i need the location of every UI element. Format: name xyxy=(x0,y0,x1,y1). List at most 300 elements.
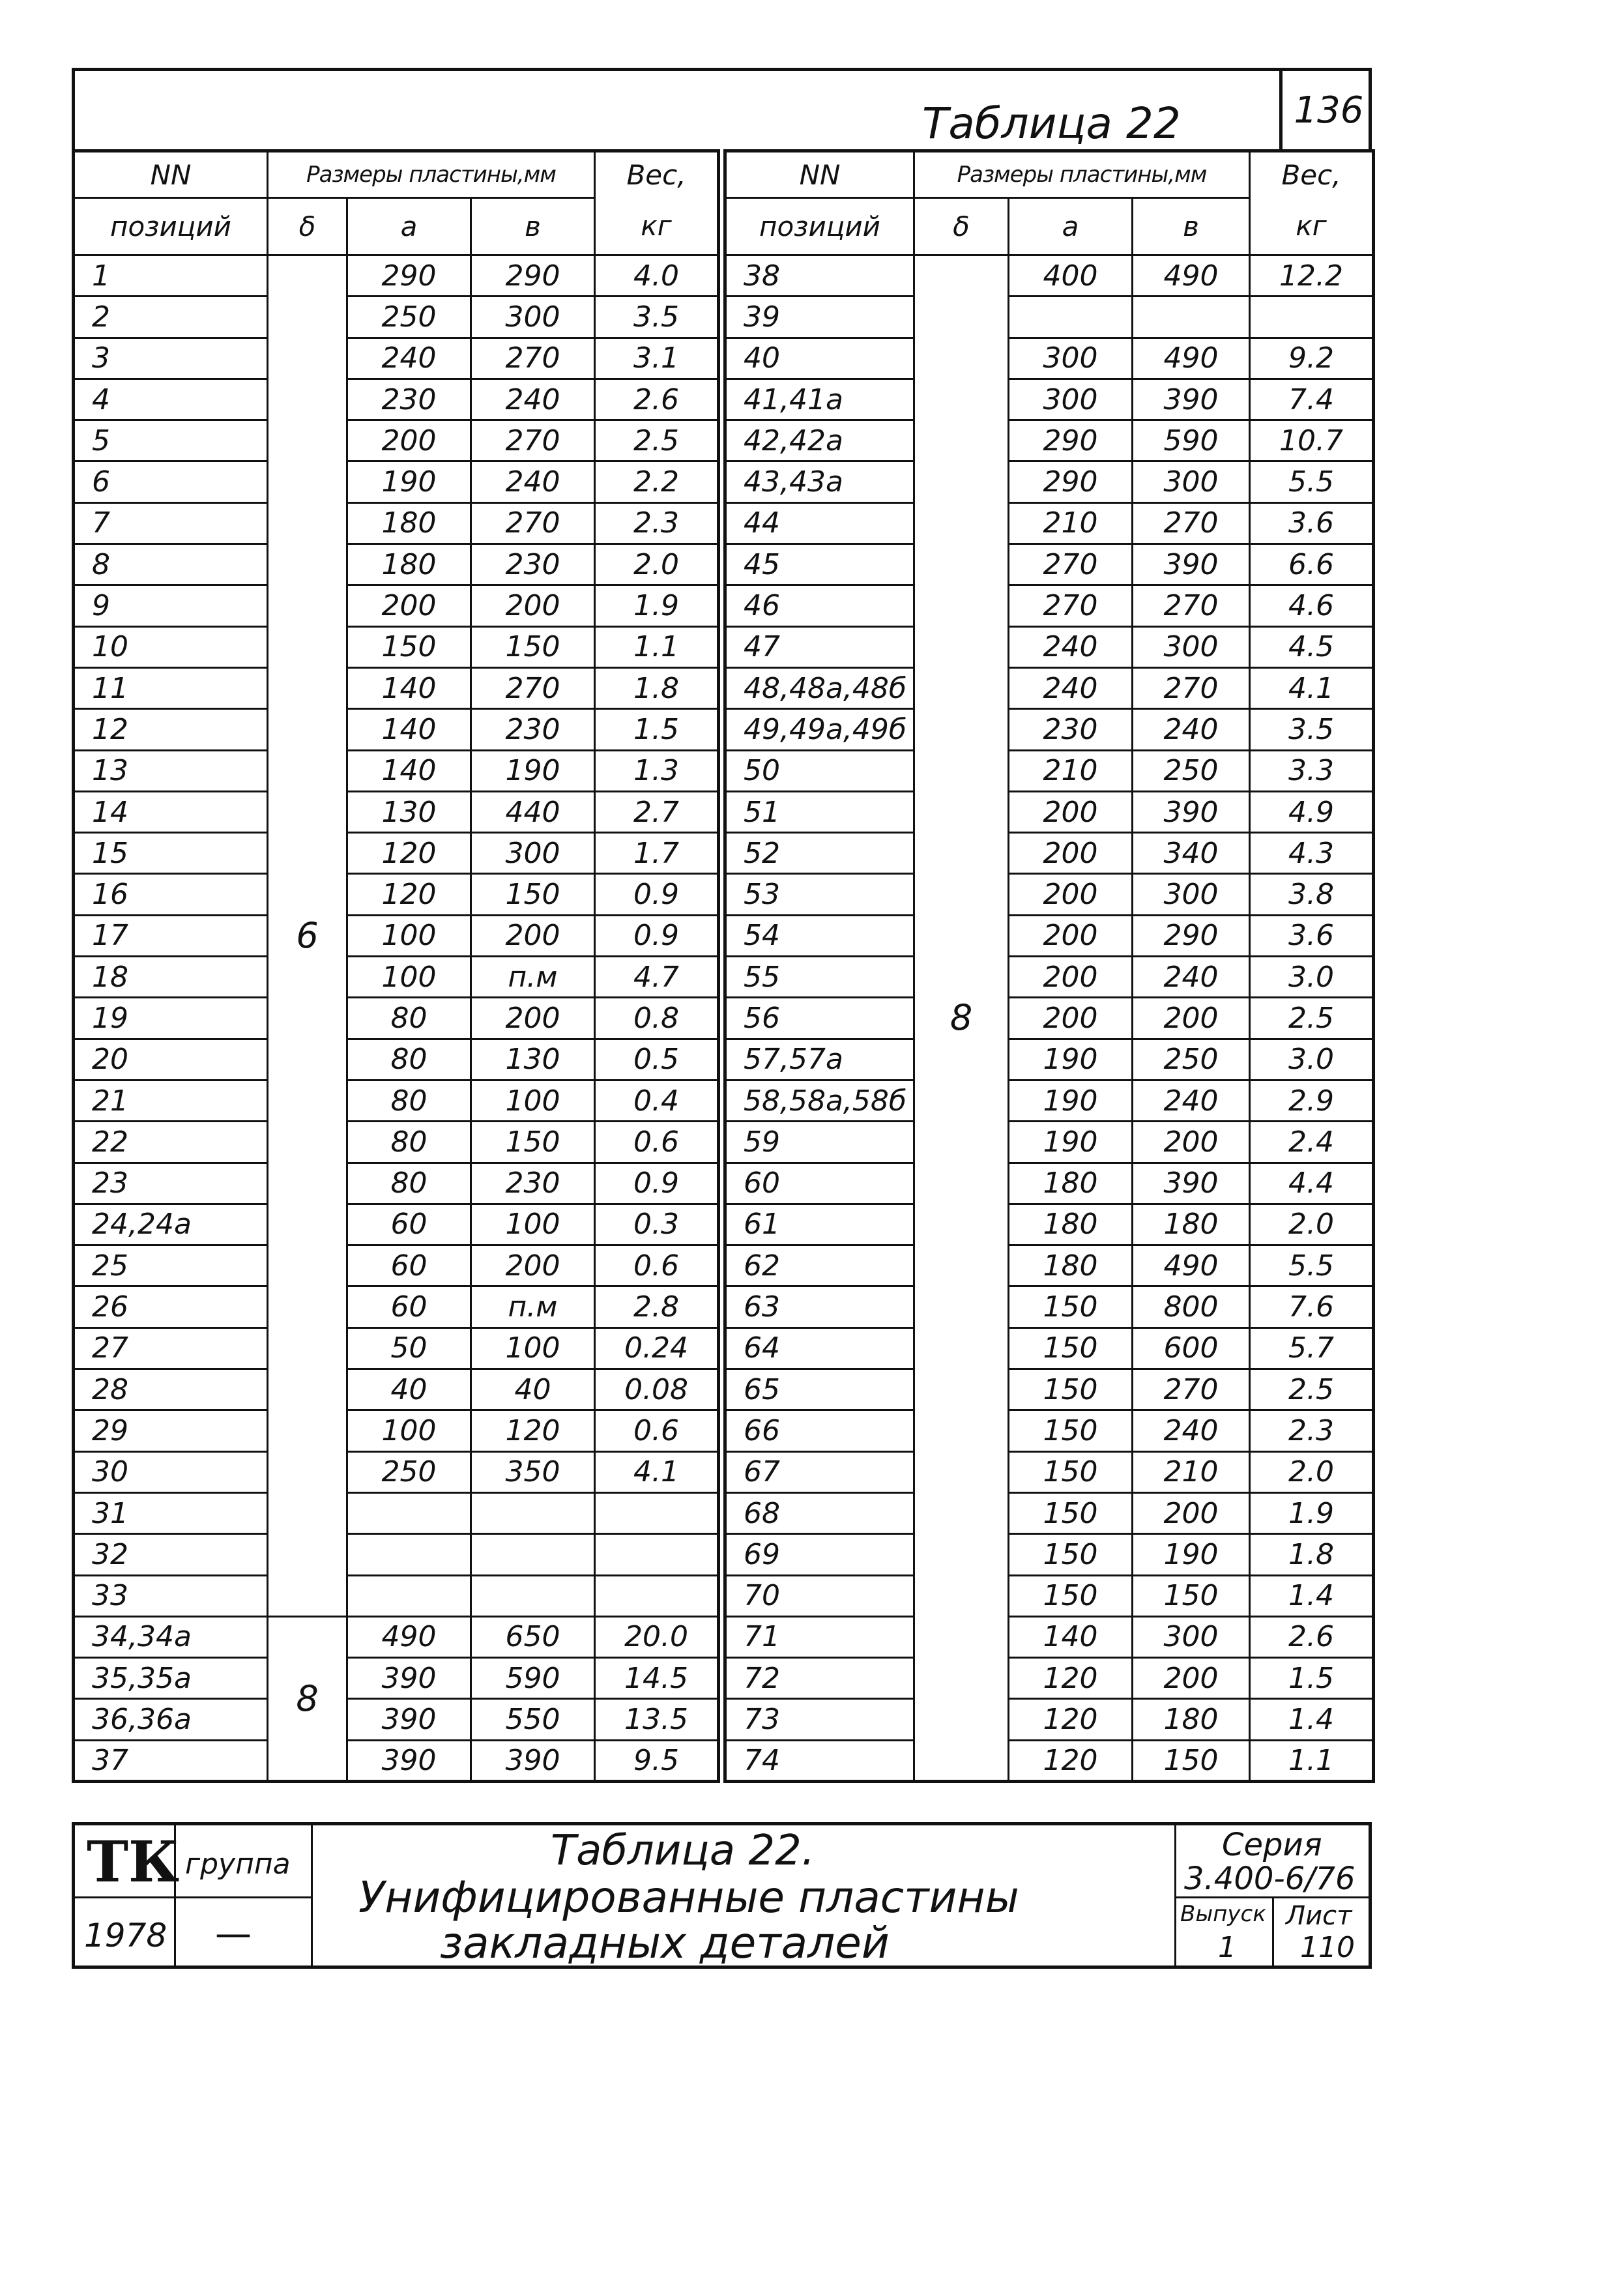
size-b-cell: 390 xyxy=(1133,1163,1250,1204)
issue-value: 1 xyxy=(1218,1931,1236,1964)
size-b-cell: 200 xyxy=(471,915,595,956)
size-b-cell: 650 xyxy=(471,1616,595,1657)
table-right-body xyxy=(725,255,1374,1782)
weight-cell: 2.7 xyxy=(595,791,719,832)
position-cell: 26 xyxy=(74,1286,268,1327)
weight-cell: 0.9 xyxy=(595,1163,719,1204)
size-b-cell: 490 xyxy=(1133,1245,1250,1286)
table-row xyxy=(74,1080,719,1121)
table-row xyxy=(725,338,1374,379)
thickness-cell: 6 xyxy=(268,255,347,1617)
table-row xyxy=(725,626,1374,667)
size-a-cell: 240 xyxy=(347,338,471,379)
size-b-cell: 270 xyxy=(1133,585,1250,626)
weight-header-line2: кг xyxy=(595,198,719,255)
size-b-cell: 190 xyxy=(1133,1534,1250,1575)
weight-cell: 1.5 xyxy=(595,709,719,750)
size-b-cell: 180 xyxy=(1133,1204,1250,1245)
weight-cell: 0.4 xyxy=(595,1080,719,1121)
title-bar xyxy=(72,68,1372,149)
position-cell: 50 xyxy=(725,750,914,791)
size-a-cell: 270 xyxy=(1009,544,1133,585)
document-sheet xyxy=(72,68,1372,1969)
position-cell: 14 xyxy=(74,791,268,832)
table-row xyxy=(74,1699,719,1740)
table-row xyxy=(725,1451,1374,1492)
weight-cell: 4.3 xyxy=(1250,833,1374,874)
size-a-cell: 190 xyxy=(1009,1039,1133,1080)
size-b-cell: 230 xyxy=(471,709,595,750)
position-cell: 64 xyxy=(725,1327,914,1369)
position-cell: 70 xyxy=(725,1575,914,1616)
weight-cell: 0.6 xyxy=(595,1410,719,1451)
table-row xyxy=(725,1039,1374,1080)
table-row xyxy=(74,833,719,874)
table-row xyxy=(74,1492,719,1533)
weight-cell xyxy=(1250,297,1374,338)
position-cell: 4 xyxy=(74,379,268,420)
size-a-cell: 190 xyxy=(347,461,471,502)
table-row xyxy=(725,379,1374,420)
position-cell: 11 xyxy=(74,667,268,708)
size-a-cell: 200 xyxy=(1009,998,1133,1039)
series-cell xyxy=(1176,1825,1372,1898)
table-row xyxy=(725,998,1374,1039)
document-title-line3: закладных деталей xyxy=(440,1918,890,1968)
position-cell: 30 xyxy=(74,1451,268,1492)
weight-cell: 3.0 xyxy=(1250,957,1374,998)
table-row xyxy=(74,1122,719,1163)
pos-header-line1: NN xyxy=(725,151,914,198)
weight-cell: 2.8 xyxy=(595,1286,719,1327)
table-row xyxy=(725,791,1374,832)
size-b-cell: 150 xyxy=(471,626,595,667)
size-a-cell: 100 xyxy=(347,957,471,998)
size-b-cell: 230 xyxy=(471,1163,595,1204)
title-block xyxy=(72,1822,1372,1969)
position-cell: 40 xyxy=(725,338,914,379)
size-a-cell: 150 xyxy=(1009,1369,1133,1410)
position-cell: 71 xyxy=(725,1616,914,1657)
weight-cell: 2.6 xyxy=(1250,1616,1374,1657)
weight-cell: 3.1 xyxy=(595,338,719,379)
size-a-cell: 150 xyxy=(1009,1327,1133,1369)
position-cell: 32 xyxy=(74,1534,268,1575)
weight-header-line1: Вес, xyxy=(1250,151,1374,198)
position-cell: 38 xyxy=(725,255,914,297)
table-row xyxy=(74,338,719,379)
size-b-cell: 300 xyxy=(1133,874,1250,915)
position-cell: 8 xyxy=(74,544,268,585)
size-b-cell: 290 xyxy=(1133,915,1250,956)
size-a-cell: 150 xyxy=(1009,1492,1133,1533)
size-a-cell: 200 xyxy=(1009,833,1133,874)
table-row xyxy=(725,915,1374,956)
size-b-cell: 200 xyxy=(471,1245,595,1286)
position-cell: 55 xyxy=(725,957,914,998)
document-title-line1: Таблица 22. xyxy=(551,1827,815,1875)
size-a-cell: 200 xyxy=(1009,874,1133,915)
position-cell: 67 xyxy=(725,1451,914,1492)
weight-cell: 9.2 xyxy=(1250,338,1374,379)
table-row xyxy=(74,957,719,998)
table-row xyxy=(74,1163,719,1204)
position-cell: 45 xyxy=(725,544,914,585)
position-cell: 61 xyxy=(725,1204,914,1245)
table-row xyxy=(74,379,719,420)
size-a-cell: 100 xyxy=(347,1410,471,1451)
size-b-cell: 270 xyxy=(471,338,595,379)
table-row xyxy=(74,1740,719,1781)
position-cell: 52 xyxy=(725,833,914,874)
table-row xyxy=(725,833,1374,874)
weight-cell: 1.4 xyxy=(1250,1575,1374,1616)
size-a-cell: 390 xyxy=(347,1699,471,1740)
position-cell: 2 xyxy=(74,297,268,338)
position-cell: 16 xyxy=(74,874,268,915)
size-b-cell: 550 xyxy=(471,1699,595,1740)
size-a-cell: 390 xyxy=(347,1740,471,1781)
table-left-body xyxy=(74,255,719,1782)
table-row xyxy=(74,420,719,461)
size-a-cell: 180 xyxy=(347,502,471,544)
size-b-cell: 150 xyxy=(1133,1740,1250,1781)
table-row xyxy=(725,585,1374,626)
size-b-cell xyxy=(471,1492,595,1533)
weight-cell: 4.4 xyxy=(1250,1163,1374,1204)
size-a-cell: 150 xyxy=(1009,1286,1133,1327)
size-b-cell: 150 xyxy=(471,874,595,915)
weight-cell: 2.0 xyxy=(1250,1451,1374,1492)
weight-header-line1: Вес, xyxy=(595,151,719,198)
size-b-cell: 100 xyxy=(471,1327,595,1369)
size-b-cell: 300 xyxy=(471,833,595,874)
weight-cell: 0.3 xyxy=(595,1204,719,1245)
table-row xyxy=(725,1122,1374,1163)
size-b-cell: 240 xyxy=(1133,1410,1250,1451)
position-cell: 63 xyxy=(725,1286,914,1327)
position-cell: 65 xyxy=(725,1369,914,1410)
size-b-cell: 240 xyxy=(1133,957,1250,998)
thickness-cell: 8 xyxy=(268,1616,347,1781)
size-a-cell: 180 xyxy=(1009,1163,1133,1204)
table-row xyxy=(725,420,1374,461)
position-cell: 47 xyxy=(725,626,914,667)
weight-cell: 4.0 xyxy=(595,255,719,297)
b-header: в xyxy=(471,198,595,255)
position-cell: 73 xyxy=(725,1699,914,1740)
size-header: Размеры пластины,мм xyxy=(914,151,1250,198)
table-row xyxy=(725,1740,1374,1781)
table-row xyxy=(74,1245,719,1286)
size-b-cell: 600 xyxy=(1133,1327,1250,1369)
size-a-cell: 60 xyxy=(347,1245,471,1286)
year-cell xyxy=(75,1898,176,1969)
position-cell: 20 xyxy=(74,1039,268,1080)
size-b-cell: 300 xyxy=(1133,626,1250,667)
table-row xyxy=(74,544,719,585)
size-a-cell: 120 xyxy=(1009,1699,1133,1740)
size-header: Размеры пластины,мм xyxy=(268,151,595,198)
weight-cell: 3.5 xyxy=(1250,709,1374,750)
thickness-cell: 8 xyxy=(914,255,1009,1782)
size-b-cell: 270 xyxy=(471,502,595,544)
size-a-cell: 490 xyxy=(347,1616,471,1657)
size-a-cell: 240 xyxy=(1009,626,1133,667)
position-cell: 43,43а xyxy=(725,461,914,502)
size-a-cell: 120 xyxy=(1009,1658,1133,1699)
size-a-cell: 140 xyxy=(347,667,471,708)
size-b-cell: 200 xyxy=(1133,1658,1250,1699)
position-cell: 44 xyxy=(725,502,914,544)
size-a-cell: 200 xyxy=(1009,915,1133,956)
size-b-cell: 200 xyxy=(1133,998,1250,1039)
table-row xyxy=(74,1658,719,1699)
weight-cell: 1.1 xyxy=(1250,1740,1374,1781)
position-cell: 69 xyxy=(725,1534,914,1575)
table-row xyxy=(725,709,1374,750)
table-row xyxy=(725,1575,1374,1616)
position-cell: 57,57а xyxy=(725,1039,914,1080)
position-cell: 25 xyxy=(74,1245,268,1286)
weight-cell: 2.0 xyxy=(595,544,719,585)
table-row xyxy=(725,1369,1374,1410)
size-a-cell: 60 xyxy=(347,1286,471,1327)
table-row xyxy=(725,1327,1374,1369)
weight-cell: 4.1 xyxy=(595,1451,719,1492)
table-row xyxy=(74,915,719,956)
size-a-cell: 210 xyxy=(1009,502,1133,544)
weight-cell: 0.5 xyxy=(595,1039,719,1080)
position-cell: 36,36а xyxy=(74,1699,268,1740)
size-a-cell: 80 xyxy=(347,1080,471,1121)
weight-cell: 0.08 xyxy=(595,1369,719,1410)
size-b-cell: 250 xyxy=(1133,1039,1250,1080)
table-row xyxy=(74,667,719,708)
a-header: а xyxy=(1009,198,1133,255)
position-cell: 1 xyxy=(74,255,268,297)
position-cell: 3 xyxy=(74,338,268,379)
weight-cell: 1.9 xyxy=(1250,1492,1374,1533)
document-title-line2: Унифицированные пластины xyxy=(358,1872,1019,1922)
size-b-cell: 390 xyxy=(1133,379,1250,420)
size-b-cell: 390 xyxy=(471,1740,595,1781)
size-a-cell: 290 xyxy=(1009,461,1133,502)
table-row xyxy=(74,1286,719,1327)
table-row xyxy=(725,1699,1374,1740)
size-a-cell: 230 xyxy=(347,379,471,420)
size-b-cell: п.м xyxy=(471,1286,595,1327)
position-cell: 28 xyxy=(74,1369,268,1410)
size-a-cell: 150 xyxy=(1009,1410,1133,1451)
weight-cell: 2.5 xyxy=(595,420,719,461)
table-row xyxy=(74,461,719,502)
table-right xyxy=(723,149,1375,1783)
size-b-cell: 390 xyxy=(1133,544,1250,585)
size-a-cell: 400 xyxy=(1009,255,1133,297)
size-b-cell: 230 xyxy=(471,544,595,585)
position-cell: 6 xyxy=(74,461,268,502)
size-a-cell: 180 xyxy=(1009,1204,1133,1245)
position-cell: 59 xyxy=(725,1122,914,1163)
size-a-cell xyxy=(347,1492,471,1533)
position-cell: 17 xyxy=(74,915,268,956)
position-cell: 18 xyxy=(74,957,268,998)
table-row xyxy=(725,1163,1374,1204)
table-row xyxy=(74,874,719,915)
weight-cell: 1.8 xyxy=(1250,1534,1374,1575)
size-b-cell: 40 xyxy=(471,1369,595,1410)
weight-cell: 3.3 xyxy=(1250,750,1374,791)
table-row xyxy=(725,297,1374,338)
size-b-cell: 270 xyxy=(1133,1369,1250,1410)
size-a-cell: 390 xyxy=(347,1658,471,1699)
size-a-cell xyxy=(1009,297,1133,338)
table-row xyxy=(74,255,719,297)
size-a-cell: 50 xyxy=(347,1327,471,1369)
sheet-cell xyxy=(1274,1898,1372,1969)
position-cell: 24,24а xyxy=(74,1204,268,1245)
weight-cell: 14.5 xyxy=(595,1658,719,1699)
table-row xyxy=(725,1080,1374,1121)
table-row xyxy=(725,461,1374,502)
table-row xyxy=(725,667,1374,708)
size-b-cell xyxy=(471,1534,595,1575)
group-label-cell xyxy=(176,1825,313,1898)
table-row xyxy=(74,709,719,750)
position-cell: 49,49а,49б xyxy=(725,709,914,750)
table-row xyxy=(74,1410,719,1451)
weight-cell: 4.9 xyxy=(1250,791,1374,832)
position-cell: 48,48а,48б xyxy=(725,667,914,708)
size-b-cell: 270 xyxy=(471,420,595,461)
weight-cell: 2.5 xyxy=(1250,998,1374,1039)
weight-cell: 0.9 xyxy=(595,874,719,915)
table-row xyxy=(74,1327,719,1369)
weight-cell: 4.7 xyxy=(595,957,719,998)
size-a-cell: 180 xyxy=(1009,1245,1133,1286)
weight-cell: 2.4 xyxy=(1250,1122,1374,1163)
weight-cell: 0.6 xyxy=(595,1245,719,1286)
delta-header: δ xyxy=(914,198,1009,255)
size-a-cell: 150 xyxy=(347,626,471,667)
size-a-cell: 60 xyxy=(347,1204,471,1245)
size-b-cell: 270 xyxy=(1133,667,1250,708)
position-cell: 60 xyxy=(725,1163,914,1204)
weight-cell: 9.5 xyxy=(595,1740,719,1781)
weight-cell: 2.3 xyxy=(595,502,719,544)
weight-cell xyxy=(595,1492,719,1533)
size-b-cell xyxy=(1133,297,1250,338)
weight-cell: 1.1 xyxy=(595,626,719,667)
pos-header-line2: позиций xyxy=(74,198,268,255)
position-cell: 58,58а,58б xyxy=(725,1080,914,1121)
weight-cell: 2.9 xyxy=(1250,1080,1374,1121)
weight-cell: 10.7 xyxy=(1250,420,1374,461)
weight-header-line2: кг xyxy=(1250,198,1374,255)
position-cell: 68 xyxy=(725,1492,914,1533)
size-a-cell: 300 xyxy=(1009,379,1133,420)
pos-header-line2: позиций xyxy=(725,198,914,255)
size-a-cell: 80 xyxy=(347,1122,471,1163)
weight-cell: 12.2 xyxy=(1250,255,1374,297)
size-b-cell xyxy=(471,1575,595,1616)
weight-cell: 2.3 xyxy=(1250,1410,1374,1451)
size-b-cell: 300 xyxy=(1133,1616,1250,1657)
weight-cell: 4.5 xyxy=(1250,626,1374,667)
size-b-cell: 300 xyxy=(1133,461,1250,502)
b-header: в xyxy=(1133,198,1250,255)
table-row xyxy=(725,874,1374,915)
size-b-cell: 150 xyxy=(471,1122,595,1163)
table-row xyxy=(725,544,1374,585)
weight-cell: 0.24 xyxy=(595,1327,719,1369)
position-cell: 62 xyxy=(725,1245,914,1286)
size-b-cell: 100 xyxy=(471,1204,595,1245)
table-left xyxy=(72,149,720,1783)
size-a-cell: 300 xyxy=(1009,338,1133,379)
weight-cell: 3.0 xyxy=(1250,1039,1374,1080)
table-row xyxy=(74,297,719,338)
weight-cell: 5.5 xyxy=(1250,1245,1374,1286)
position-cell: 35,35а xyxy=(74,1658,268,1699)
table-row xyxy=(74,1451,719,1492)
weight-cell: 0.9 xyxy=(595,915,719,956)
size-a-cell xyxy=(347,1534,471,1575)
size-a-cell: 290 xyxy=(347,255,471,297)
size-a-cell: 120 xyxy=(347,833,471,874)
size-a-cell: 150 xyxy=(1009,1575,1133,1616)
size-a-cell: 230 xyxy=(1009,709,1133,750)
weight-cell: 0.6 xyxy=(595,1122,719,1163)
size-a-cell: 190 xyxy=(1009,1080,1133,1121)
size-b-cell: 130 xyxy=(471,1039,595,1080)
table-row xyxy=(74,1369,719,1410)
position-cell: 34,34а xyxy=(74,1616,268,1657)
size-a-cell: 140 xyxy=(347,709,471,750)
size-b-cell: 290 xyxy=(471,255,595,297)
size-b-cell: 350 xyxy=(471,1451,595,1492)
table-row xyxy=(74,502,719,544)
size-b-cell: 200 xyxy=(1133,1492,1250,1533)
table-row xyxy=(725,1204,1374,1245)
position-cell: 39 xyxy=(725,297,914,338)
size-a-cell: 190 xyxy=(1009,1122,1133,1163)
size-b-cell: 180 xyxy=(1133,1699,1250,1740)
position-cell: 23 xyxy=(74,1163,268,1204)
size-b-cell: 240 xyxy=(471,461,595,502)
size-b-cell: 240 xyxy=(1133,1080,1250,1121)
size-b-cell: 490 xyxy=(1133,255,1250,297)
position-cell: 51 xyxy=(725,791,914,832)
weight-cell: 6.6 xyxy=(1250,544,1374,585)
position-cell: 9 xyxy=(74,585,268,626)
weight-cell: 1.7 xyxy=(595,833,719,874)
position-cell: 31 xyxy=(74,1492,268,1533)
size-a-cell: 130 xyxy=(347,791,471,832)
weight-cell: 20.0 xyxy=(595,1616,719,1657)
table-row xyxy=(74,1534,719,1575)
table-row xyxy=(74,791,719,832)
weight-cell: 3.6 xyxy=(1250,502,1374,544)
size-a-cell: 80 xyxy=(347,1039,471,1080)
issue-cell xyxy=(1176,1898,1274,1969)
size-a-cell: 120 xyxy=(1009,1740,1133,1781)
table-row xyxy=(725,1616,1374,1657)
table-row xyxy=(725,1286,1374,1327)
position-cell: 37 xyxy=(74,1740,268,1781)
size-b-cell: п.м xyxy=(471,957,595,998)
